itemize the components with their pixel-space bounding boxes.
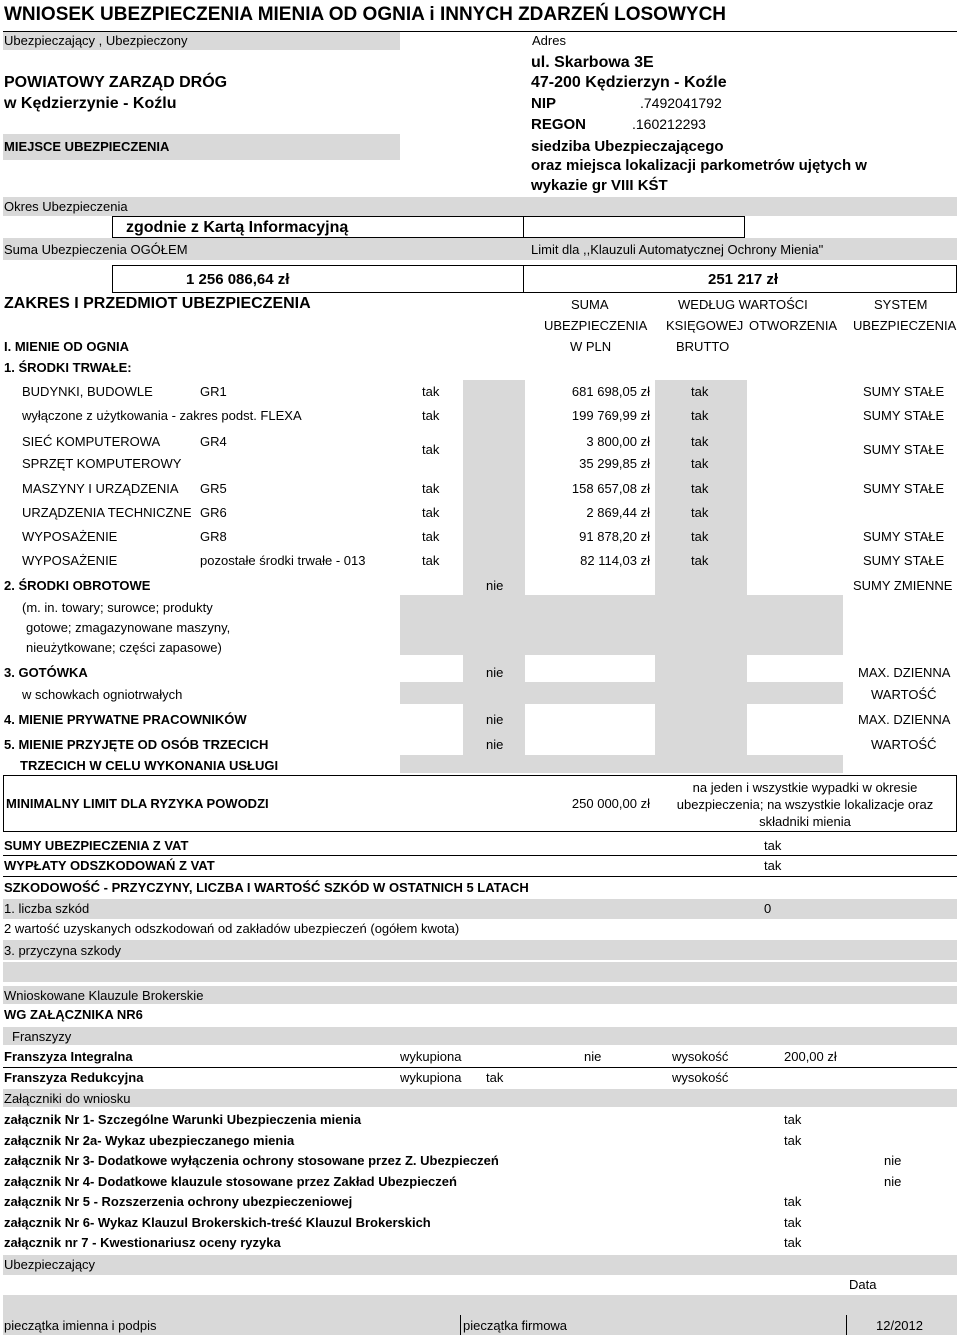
attachment-3: załącznik Nr 3- Dodatkowe wyłączenia ochrony stosowane przez Z. Ubezpieczeń: [4, 1153, 499, 1168]
row-8-name: WYPOSAŻENIE: [22, 553, 118, 568]
attachment-6-flag: tak: [784, 1215, 802, 1230]
current-assets-desc-2: gotowe; zmagazynowane maszyny,: [26, 620, 231, 635]
third-sub: TRZECICH W CELU WYKONANIA USŁUGI: [20, 758, 279, 773]
cash-bg: [400, 682, 843, 704]
section-fire: I. MIENIE OD OGNIA: [4, 339, 129, 354]
row-4-sum: 35 299,85 zł: [579, 456, 650, 471]
sum-total-box: [112, 265, 524, 293]
row-6-name: URZĄDZENIA TECHNICZNE: [22, 505, 192, 520]
row-2-ksieg: tak: [691, 408, 709, 423]
franchise-label: Franszyzy: [12, 1029, 72, 1044]
row-1-flag: tak: [422, 384, 440, 399]
row-5-flag: tak: [422, 481, 440, 496]
col-suma-1: SUMA: [571, 297, 609, 312]
cash-system-2: WARTOŚĆ: [871, 687, 937, 702]
attachment-7-flag: tak: [784, 1235, 802, 1250]
claims-count-label: 1. liczba szkód: [4, 901, 90, 916]
flood-desc-3: składniki mienia: [759, 814, 851, 829]
row-5-sum: 158 657,08 zł: [571, 481, 650, 496]
row-7-group: GR8: [200, 529, 227, 544]
row-6-sum: 2 869,44 zł: [586, 505, 650, 520]
third-bg: [400, 755, 843, 773]
row-7-name: WYPOSAŻENIE: [22, 529, 118, 544]
flood-value: 250 000,00 zł: [571, 796, 650, 811]
claims-cause-bg: [3, 940, 957, 960]
row-8-group: pozostałe środki trwałe - 013: [200, 553, 366, 568]
address-street: ul. Skarbowa 3E: [531, 54, 654, 71]
footer-divider: [846, 1315, 847, 1335]
vat-sums-label: SUMY UBEZPIECZENIA Z VAT: [4, 838, 189, 853]
rule: [3, 31, 957, 32]
row-7-system: SUMY STAŁE: [863, 529, 945, 544]
row-1-sum: 681 698,05 zł: [571, 384, 650, 399]
row-4-name: SPRZĘT KOMPUTEROWY: [22, 456, 182, 471]
attachment-1: załącznik Nr 1- Szczególne Warunki Ubezpieczenia mienia: [4, 1112, 362, 1127]
footer-date-value: 12/2012: [876, 1318, 923, 1333]
row-6-group: GR6: [200, 505, 227, 520]
limit-value: 251 217 zł: [708, 271, 779, 288]
clauses-label: Wnioskowane Klauzule Brokerskie: [4, 988, 204, 1003]
rule: [3, 1067, 957, 1068]
attachments-label: Załączniki do wniosku: [4, 1091, 131, 1106]
section-fixed-assets: 1. ŚRODKI TRWAŁE:: [4, 360, 132, 375]
third-flag: nie: [486, 737, 504, 752]
claims-count-bg: [3, 899, 957, 919]
clauses-wg: WG ZAŁĄCZNIKA NR6: [4, 1007, 143, 1022]
claims-value-label: 2 wartość uzyskanych odszkodowań od zakładów ubezpieczeń (ogółem kwota): [4, 921, 460, 936]
current-assets-desc-3: nieużytkowane; części zapasowe): [26, 640, 222, 655]
cash-system-1: MAX. DZIENNA: [858, 665, 951, 680]
sum-total-value: 1 256 086,64 zł: [186, 271, 290, 288]
computer-merged-flag: tak: [422, 442, 440, 457]
attachment-2-flag: tak: [784, 1133, 802, 1148]
claims-count-value: 0: [764, 901, 772, 916]
claims-title: SZKODOWOŚĆ - PRZYCZYNY, LICZBA I WARTOŚĆ SZKÓD W OSTATNICH 5 LATACH: [4, 880, 529, 895]
cash-title: 3. GOTÓWKA: [4, 665, 88, 680]
row-8-sum: 82 114,03 zł: [580, 553, 650, 568]
row-6-ksieg: tak: [691, 505, 709, 520]
franchise-int-value: 200,00 zł: [784, 1049, 837, 1064]
cash-flag: nie: [486, 665, 504, 680]
place-label: MIEJSCE UBEZPIECZENIA: [4, 139, 170, 154]
third-system: WARTOŚĆ: [871, 737, 937, 752]
cash-sub: w schowkach ogniotrwałych: [22, 687, 183, 702]
row-6-flag: tak: [422, 505, 440, 520]
private-system: MAX. DZIENNA: [858, 712, 951, 727]
nip-label: NIP: [531, 95, 557, 112]
scope-title: ZAKRES I PRZEDMIOT UBEZPIECZENIA: [4, 295, 311, 312]
vat-pay-label: WYPŁATY ODSZKODOWAŃ Z VAT: [4, 858, 215, 873]
col-wedlug: WEDŁUG WARTOŚCI: [678, 297, 808, 312]
footer-insurer-bg: [3, 1255, 957, 1275]
footer-divider: [460, 1315, 461, 1335]
insured-name-1: POWIATOWY ZARZĄD DRÓG: [4, 74, 228, 91]
current-assets-flag: nie: [486, 578, 504, 593]
row-3-name: SIEĆ KOMPUTEROWA: [22, 434, 161, 449]
sum-total-label: Suma Ubezpieczenia OGÓŁEM: [4, 242, 188, 257]
footer-insurer-label: Ubezpieczający: [4, 1257, 96, 1272]
franchise-int-label: Franszyza Integralna: [4, 1049, 133, 1064]
attachment-2: załącznik Nr 2a- Wykaz ubezpieczanego mienia: [4, 1133, 295, 1148]
attachments-bg: [3, 1089, 957, 1107]
row-1-group: GR1: [200, 384, 227, 399]
col-suma-2: UBEZPIECZENIA: [544, 318, 648, 333]
flood-label: MINIMALNY LIMIT DLA RYZYKA POWODZI: [6, 796, 269, 811]
rule: [3, 876, 957, 877]
col-ksiegowej: KSIĘGOWEJ: [666, 318, 744, 333]
row-5-ksieg: tak: [691, 481, 709, 496]
private-flag: nie: [486, 712, 504, 727]
franchise-bg: [3, 1027, 957, 1045]
row-8-flag: tak: [422, 553, 440, 568]
footer-blank-bg: [3, 1295, 957, 1315]
nip-value: .7492041792: [640, 95, 722, 111]
period-row-bg: [3, 197, 957, 216]
col-brutto: BRUTTO: [676, 339, 730, 354]
row-2-sum: 199 769,99 zł: [571, 408, 650, 423]
place-line-1: siedziba Ubezpieczającego: [531, 138, 724, 155]
limit-label: Limit dla ,,Klauzuli Automatycznej Ochrony Mienia": [531, 242, 824, 257]
rule: [3, 855, 957, 856]
period-label: Okres Ubezpieczenia: [4, 199, 128, 214]
attachment-5: załącznik Nr 5 - Rozszerzenia ochrony ubezpieczeniowej: [4, 1194, 353, 1209]
third-title: 5. MIENIE PRZYJĘTE OD OSÓB TRZECICH: [4, 737, 269, 752]
row-1-system: SUMY STAŁE: [863, 384, 945, 399]
attachment-1-flag: tak: [784, 1112, 802, 1127]
row-7-ksieg: tak: [691, 529, 709, 544]
attachment-6: załącznik Nr 6- Wykaz Klauzul Brokerskich-treść Klauzul Brokerskich: [4, 1215, 431, 1230]
franchise-int-flag: nie: [584, 1049, 602, 1064]
col-system-1: SYSTEM: [874, 297, 928, 312]
attachment-5-flag: tak: [784, 1194, 802, 1209]
col-otworzenia: OTWORZENIA: [749, 318, 838, 333]
row-5-group: GR5: [200, 481, 227, 496]
row-1-ksieg: tak: [691, 384, 709, 399]
claims-cause-row: [3, 962, 957, 982]
attachment-3-flag: nie: [884, 1153, 902, 1168]
address-city: 47-200 Kędzierzyn - Koźle: [531, 74, 727, 91]
row-7-sum: 91 878,20 zł: [579, 529, 650, 544]
row-4-ksieg: tak: [691, 456, 709, 471]
period-value: zgodnie z Kartą Informacyjną: [126, 219, 349, 236]
vat-sums-value: tak: [764, 838, 782, 853]
claims-cause-label: 3. przyczyna szkody: [4, 943, 122, 958]
row-2-system: SUMY STAŁE: [863, 408, 945, 423]
row-8-ksieg: tak: [691, 553, 709, 568]
row-3-sum: 3 800,00 zł: [586, 434, 650, 449]
place-line-3: wykazie gr VIII KŚT: [531, 177, 668, 194]
current-assets-system: SUMY ZMIENNE: [853, 578, 953, 593]
row-1-name: BUDYNKI, BUDOWLE: [22, 384, 153, 399]
current-assets-title: 2. ŚRODKI OBROTOWE: [4, 578, 151, 593]
franchise-red-height: wysokość: [672, 1070, 729, 1085]
footer-date-label: Data: [849, 1277, 877, 1292]
footer-stamp-company: pieczątka firmowa: [463, 1318, 568, 1333]
row-8-system: SUMY STAŁE: [863, 553, 945, 568]
franchise-int-bought: wykupiona: [400, 1049, 462, 1064]
row-2-name: wyłączone z użytkowania - zakres podst. FLEXA: [22, 408, 302, 423]
col-suma-3: W PLN: [570, 339, 612, 354]
franchise-int-height: wysokość: [672, 1049, 729, 1064]
regon-value: .160212293: [632, 116, 706, 132]
vat-pay-value: tak: [764, 858, 782, 873]
franchise-red-label: Franszyza Redukcyjna: [4, 1070, 144, 1085]
insured-label: Ubezpieczający , Ubezpieczony: [4, 33, 188, 48]
blank-box: [523, 216, 745, 238]
row-5-name: MASZYNY I URZĄDZENIA: [22, 481, 179, 496]
row-7-flag: tak: [422, 529, 440, 544]
row-2-flag: tak: [422, 408, 440, 423]
regon-label: REGON: [531, 116, 587, 133]
document-title: WNIOSEK UBEZPIECZENIA MIENIA OD OGNIA i INNYCH ZDARZEŃ LOSOWYCH: [4, 4, 727, 25]
flood-desc-2: ubezpieczenia; na wszystkie lokalizacje oraz: [676, 797, 934, 812]
franchise-red-bought: wykupiona: [400, 1070, 462, 1085]
row-3-ksieg: tak: [691, 434, 709, 449]
row-3-group: GR4: [200, 434, 227, 449]
address-label: Adres: [532, 33, 566, 48]
place-line-2: oraz miejsca lokalizacji parkometrów ujętych w: [531, 157, 867, 174]
current-assets-bg: [400, 595, 843, 655]
attachment-4: załącznik Nr 4- Dodatkowe klauzule stosowane przez Zakład Ubezpieczeń: [4, 1174, 457, 1189]
private-title: 4. MIENIE PRYWATNE PRACOWNIKÓW: [4, 712, 247, 727]
insured-name-2: w Kędzierzynie - Koźlu: [4, 95, 177, 112]
current-assets-desc-1: (m. in. towary; surowce; produkty: [22, 600, 213, 615]
row-5-system: SUMY STAŁE: [863, 481, 945, 496]
flood-desc-1: na jeden i wszystkie wypadki w okresie: [692, 780, 918, 795]
footer-stamp-personal: pieczątka imienna i podpis: [4, 1318, 157, 1333]
attachment-4-flag: nie: [884, 1174, 902, 1189]
computer-merged-system: SUMY STAŁE: [863, 442, 945, 457]
col-system-2: UBEZPIECZENIA: [853, 318, 957, 333]
attachment-7: załącznik nr 7 - Kwestionariusz oceny ryzyka: [4, 1235, 281, 1250]
franchise-red-flag: tak: [486, 1070, 504, 1085]
